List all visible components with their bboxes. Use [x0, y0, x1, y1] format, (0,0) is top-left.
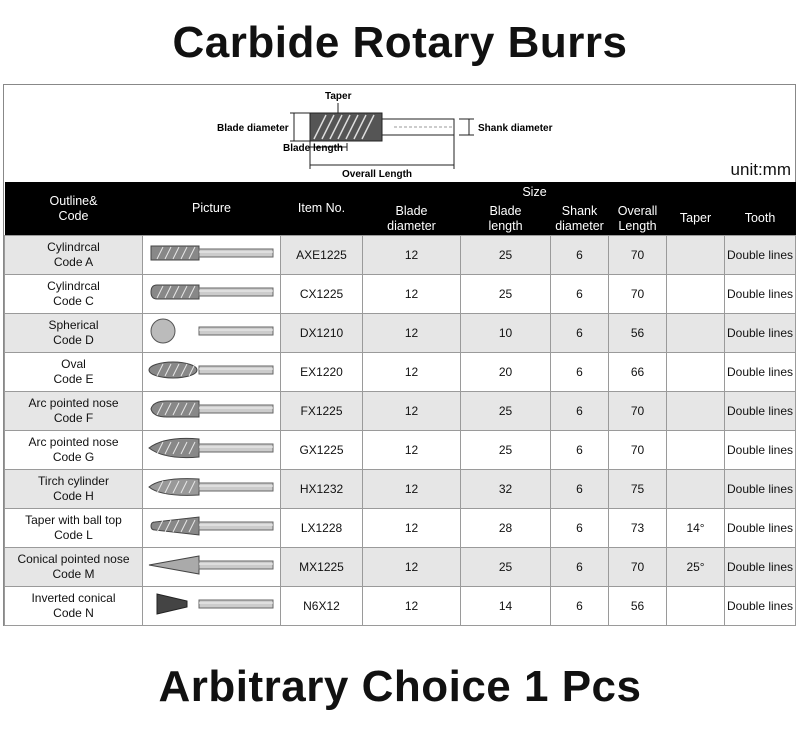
- burr-dimension-diagram: [4, 85, 795, 182]
- blade-length-cell: 25: [461, 236, 551, 275]
- outline-cell: Oval Code E: [5, 353, 143, 392]
- shank-diameter-header: Shank diameter: [551, 202, 609, 236]
- overall-length-cell: 56: [609, 314, 667, 353]
- oval-burr-icon: [147, 356, 277, 384]
- burr-picture-cell: [143, 353, 281, 392]
- tooth-header: Tooth: [725, 202, 796, 236]
- outline-cell: Taper with ball top Code L: [5, 509, 143, 548]
- page-title: Carbide Rotary Burrs: [172, 18, 628, 67]
- table-row: [5, 236, 796, 275]
- table-row: [5, 275, 796, 314]
- item-no-cell: CX1225: [281, 275, 363, 314]
- blade-length-cell: 20: [461, 353, 551, 392]
- blade-length-cell: 28: [461, 509, 551, 548]
- overall-length-cell: 70: [609, 275, 667, 314]
- taper-label: Taper: [325, 91, 352, 102]
- blade-length-cell: 25: [461, 431, 551, 470]
- shank-diameter-cell: 6: [551, 236, 609, 275]
- taper-cell: 14°: [667, 509, 725, 548]
- outline-cell: Cylindrcal Code A: [5, 236, 143, 275]
- outline-cell: Tirch cylinder Code H: [5, 470, 143, 509]
- overall-length-cell: 66: [609, 353, 667, 392]
- burr-picture-cell: [143, 470, 281, 509]
- blade-diameter-cell: 12: [363, 236, 461, 275]
- burr-picture-cell: [143, 314, 281, 353]
- outline-cell: Arc pointed nose Code G: [5, 431, 143, 470]
- spec-table-frame: [3, 84, 796, 626]
- outline-cell: Arc pointed nose Code F: [5, 392, 143, 431]
- outline-cell: Spherical Code D: [5, 314, 143, 353]
- tooth-cell: Double lines: [725, 431, 796, 470]
- shank-diameter-label: Shank diameter: [478, 123, 553, 134]
- unit-label: unit:mm: [730, 160, 791, 179]
- overall-length-cell: 70: [609, 236, 667, 275]
- tooth-cell: Double lines: [725, 314, 796, 353]
- burr-picture-cell: [143, 236, 281, 275]
- shank-diameter-cell: 6: [551, 275, 609, 314]
- blade-length-cell: 14: [461, 587, 551, 626]
- item-no-cell: N6X12: [281, 587, 363, 626]
- item-no-cell: DX1210: [281, 314, 363, 353]
- shank-diameter-cell: 6: [551, 353, 609, 392]
- arc-ball-burr-icon: [147, 395, 277, 423]
- table-row: [5, 548, 796, 587]
- picture-header: Picture: [143, 182, 281, 236]
- item-no-cell: AXE1225: [281, 236, 363, 275]
- cone-burr-icon: [147, 551, 277, 579]
- shank-diameter-cell: 6: [551, 470, 609, 509]
- cylinder-ball-burr-icon: [147, 278, 277, 306]
- size-header: Size: [461, 182, 609, 202]
- inverted-cone-burr-icon: [147, 590, 277, 618]
- blade-diameter-header: Blade diameter: [363, 202, 461, 236]
- item-no-cell: FX1225: [281, 392, 363, 431]
- blade-diameter-cell: 12: [363, 587, 461, 626]
- burr-picture-cell: [143, 275, 281, 314]
- shank-diameter-cell: 6: [551, 314, 609, 353]
- shank-diameter-cell: 6: [551, 587, 609, 626]
- tooth-cell: Double lines: [725, 353, 796, 392]
- taper-cell: [667, 275, 725, 314]
- shank-diameter-cell: 6: [551, 509, 609, 548]
- blade-length-cell: 10: [461, 314, 551, 353]
- overall-length-cell: 70: [609, 431, 667, 470]
- table-row: [5, 314, 796, 353]
- shank-diameter-cell: 6: [551, 431, 609, 470]
- blade-diameter-cell: 12: [363, 392, 461, 431]
- blade-length-cell: 25: [461, 548, 551, 587]
- blade-length-cell: 25: [461, 275, 551, 314]
- taper-cell: 25°: [667, 548, 725, 587]
- tooth-cell: Double lines: [725, 392, 796, 431]
- blade-diameter-cell: 12: [363, 431, 461, 470]
- burr-picture-cell: [143, 548, 281, 587]
- blade-diameter-cell: 12: [363, 314, 461, 353]
- blade-diameter-cell: 12: [363, 470, 461, 509]
- taper-header: Taper: [667, 202, 725, 236]
- overall-length-cell: 70: [609, 392, 667, 431]
- shank-diameter-cell: 6: [551, 392, 609, 431]
- burr-picture-cell: [143, 431, 281, 470]
- blade-length-label: Blade length: [283, 143, 344, 154]
- outline-cell: Conical pointed nose Code M: [5, 548, 143, 587]
- blade-diameter-cell: 12: [363, 353, 461, 392]
- table-row: [5, 470, 796, 509]
- taper-cell: [667, 587, 725, 626]
- tooth-cell: Double lines: [725, 236, 796, 275]
- shank-diameter-cell: 6: [551, 548, 609, 587]
- blade-diameter-cell: 12: [363, 509, 461, 548]
- blade-diameter-cell: 12: [363, 275, 461, 314]
- item-no-cell: GX1225: [281, 431, 363, 470]
- footer-caption: Arbitrary Choice 1 Pcs: [158, 662, 642, 711]
- arc-pointed-burr-icon: [147, 434, 277, 462]
- item-no-cell: MX1225: [281, 548, 363, 587]
- overall-length-cell: 75: [609, 470, 667, 509]
- burr-picture-cell: [143, 587, 281, 626]
- taper-ball-burr-icon: [147, 512, 277, 540]
- taper-cell: [667, 314, 725, 353]
- overall-length-cell: 70: [609, 548, 667, 587]
- taper-cell: [667, 431, 725, 470]
- overall-length-label: Overall Length: [342, 169, 413, 180]
- spec-table: [4, 182, 796, 626]
- blade-length-cell: 25: [461, 392, 551, 431]
- burr-picture-cell: [143, 509, 281, 548]
- item-no-cell: HX1232: [281, 470, 363, 509]
- overall-length-cell: 56: [609, 587, 667, 626]
- table-row: [5, 392, 796, 431]
- taper-cell: [667, 470, 725, 509]
- blade-diameter-cell: 12: [363, 548, 461, 587]
- outline-header: Outline& Code: [5, 182, 143, 236]
- taper-cell: [667, 353, 725, 392]
- blade-length-header: Blade length: [461, 202, 551, 236]
- taper-cell: [667, 236, 725, 275]
- item-no-header: Item No.: [281, 182, 363, 236]
- tooth-cell: Double lines: [725, 470, 796, 509]
- overall-length-header: Overall Length: [609, 202, 667, 236]
- burr-picture-cell: [143, 392, 281, 431]
- cylinder-burr-icon: [147, 239, 277, 267]
- tooth-cell: Double lines: [725, 509, 796, 548]
- table-row: [5, 587, 796, 626]
- table-row: [5, 353, 796, 392]
- table-row: [5, 431, 796, 470]
- blade-diameter-label: Blade diameter: [217, 123, 289, 134]
- tooth-cell: Double lines: [725, 275, 796, 314]
- table-row: [5, 509, 796, 548]
- taper-cell: [667, 392, 725, 431]
- blade-length-cell: 32: [461, 470, 551, 509]
- ball-burr-icon: [147, 317, 277, 345]
- outline-cell: Inverted conical Code N: [5, 587, 143, 626]
- flame-burr-icon: [147, 473, 277, 501]
- overall-length-cell: 73: [609, 509, 667, 548]
- item-no-cell: LX1228: [281, 509, 363, 548]
- item-no-cell: EX1220: [281, 353, 363, 392]
- tooth-cell: Double lines: [725, 548, 796, 587]
- tooth-cell: Double lines: [725, 587, 796, 626]
- outline-cell: Cylindrcal Code C: [5, 275, 143, 314]
